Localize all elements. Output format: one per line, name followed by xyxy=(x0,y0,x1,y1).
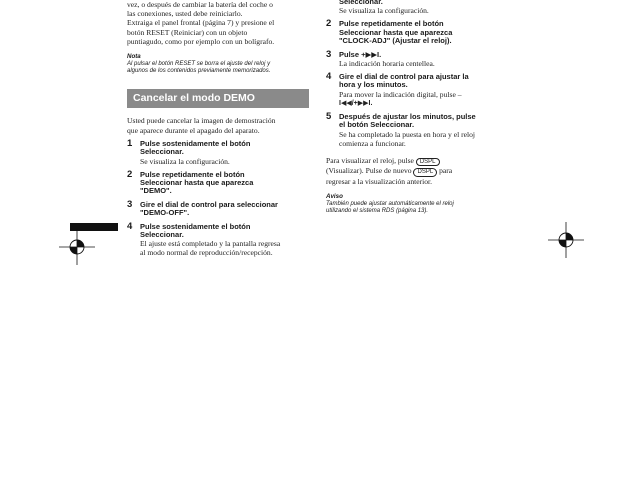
step-title xyxy=(339,20,508,45)
step-2 xyxy=(127,168,309,196)
text-line: "CLOCK-ADJ" (Ajustar el reloj). xyxy=(339,36,452,46)
right-column xyxy=(326,0,508,215)
aviso-text xyxy=(326,201,508,216)
text-line: Seleccionar. xyxy=(140,147,184,157)
text-line: "DEMO". xyxy=(140,186,172,196)
step-number: 3 xyxy=(127,198,133,210)
text-line: "DEMO-OFF". xyxy=(140,208,190,218)
text-line: I◀◀/+▶▶I. xyxy=(339,99,373,107)
step-5 xyxy=(326,110,508,148)
text-line: El ajuste está completado y la pantalla regresa xyxy=(140,239,281,249)
step-number: 4 xyxy=(127,220,133,232)
text-line: Gire el dial de control para seleccionar xyxy=(140,199,278,209)
step-number: 2 xyxy=(326,18,332,30)
text-line: Al pulsar el botón RESET se borra el ajuste del reloj y xyxy=(127,60,271,67)
reset-paragraph xyxy=(127,0,309,46)
text-line: puntiagudo, como por ejemplo con un bolígrafo. xyxy=(127,36,275,46)
step-title xyxy=(140,140,309,157)
text-line: Seleccionar hasta que aparezca xyxy=(339,27,453,37)
step-desc: La indicación horaria centellea. xyxy=(339,59,435,69)
step-number: 2 xyxy=(127,168,133,180)
step-number: 1 xyxy=(127,137,133,149)
text-line: regresar a la visualización anterior. xyxy=(326,176,433,186)
note-text xyxy=(127,61,309,76)
step-4 xyxy=(127,220,309,258)
step-3 xyxy=(326,48,508,69)
text-line: algunos de los contenidos previamente memorizados. xyxy=(127,67,271,74)
step-1 xyxy=(127,137,309,166)
intro-paragraph xyxy=(127,116,309,134)
text-span: Para visualizar el reloj, pulse xyxy=(326,155,416,165)
step-title xyxy=(140,171,309,196)
text-line: Se ha completado la puesta en hora y el reloj xyxy=(339,129,476,139)
step-number: 3 xyxy=(326,48,332,60)
display-clock-paragraph xyxy=(326,156,508,186)
step-desc xyxy=(140,239,309,257)
step-title xyxy=(339,113,508,130)
text-line: Seleccionar. xyxy=(140,229,184,239)
text-line: Extraiga el panel frontal (página 7) y presione el xyxy=(127,18,275,28)
text-line: Pulse sostenidamente el botón xyxy=(140,138,251,148)
text-line: Usted puede cancelar la imagen de demostración xyxy=(127,116,276,126)
text-line: Pulse repetidamente el botón xyxy=(140,169,245,179)
step-title xyxy=(140,223,309,240)
text-line: También puede ajustar automáticamente el reloj xyxy=(326,200,454,207)
left-column xyxy=(127,0,309,257)
text-line: Gire el dial de control para ajustar la xyxy=(339,72,469,82)
text-line xyxy=(326,166,508,177)
step-2 xyxy=(326,20,508,45)
text-line: el botón Seleccionar. xyxy=(339,120,415,130)
step-3 xyxy=(127,198,309,218)
note-title: Nota xyxy=(127,53,141,61)
text-line: Después de ajustar los minutos, pulse xyxy=(339,111,476,121)
text-line: Para mover la indicación digital, pulse – xyxy=(339,89,462,99)
dspl-button-glyph: DSPL xyxy=(416,158,440,167)
step-desc xyxy=(339,130,508,148)
text-line: las conexiones, usted debe reiniciarlo. xyxy=(127,9,243,19)
registration-mark-icon xyxy=(548,222,584,258)
step-title xyxy=(140,201,309,218)
text-line xyxy=(326,156,508,167)
aviso-title: Aviso xyxy=(326,193,343,201)
step-desc: Se visualiza la configuración. xyxy=(140,156,230,166)
step-desc: Se visualiza la configuración. xyxy=(339,6,429,16)
registration-mark-icon xyxy=(59,229,95,265)
text-line: Pulse sostenidamente el botón xyxy=(140,221,251,231)
text-line: Seleccionar hasta que aparezca xyxy=(140,177,254,187)
text-line: que aparece durante el apagado del aparato. xyxy=(127,125,260,135)
text-line: al modo normal de reproducción/recepción. xyxy=(140,248,273,258)
text-line: utilizando el sistema RDS (página 13). xyxy=(326,207,429,214)
text-line: hora y los minutos. xyxy=(339,80,408,90)
step-title-fragment: Seleccionar. xyxy=(339,0,383,6)
section-header-demo: Cancelar el modo DEMO xyxy=(127,89,309,108)
text-line: comienza a funcionar. xyxy=(339,138,406,148)
step-4 xyxy=(326,73,508,108)
step-number: 4 xyxy=(326,71,332,83)
text-span: (Visualizar). Pulse de nuevo xyxy=(326,166,414,176)
step-desc xyxy=(339,90,508,108)
step-title xyxy=(339,73,508,90)
text-line: botón RESET (Reiniciar) con un objeto xyxy=(127,27,248,37)
text-line: vez, o después de cambiar la batería del coche o xyxy=(127,0,273,9)
step-number: 5 xyxy=(326,110,332,122)
text-span: para xyxy=(437,166,453,176)
step-title: Pulse +▶▶I. xyxy=(339,49,382,59)
dspl-button-glyph: DSPL xyxy=(413,168,437,177)
text-line: Pulse repetidamente el botón xyxy=(339,19,444,29)
